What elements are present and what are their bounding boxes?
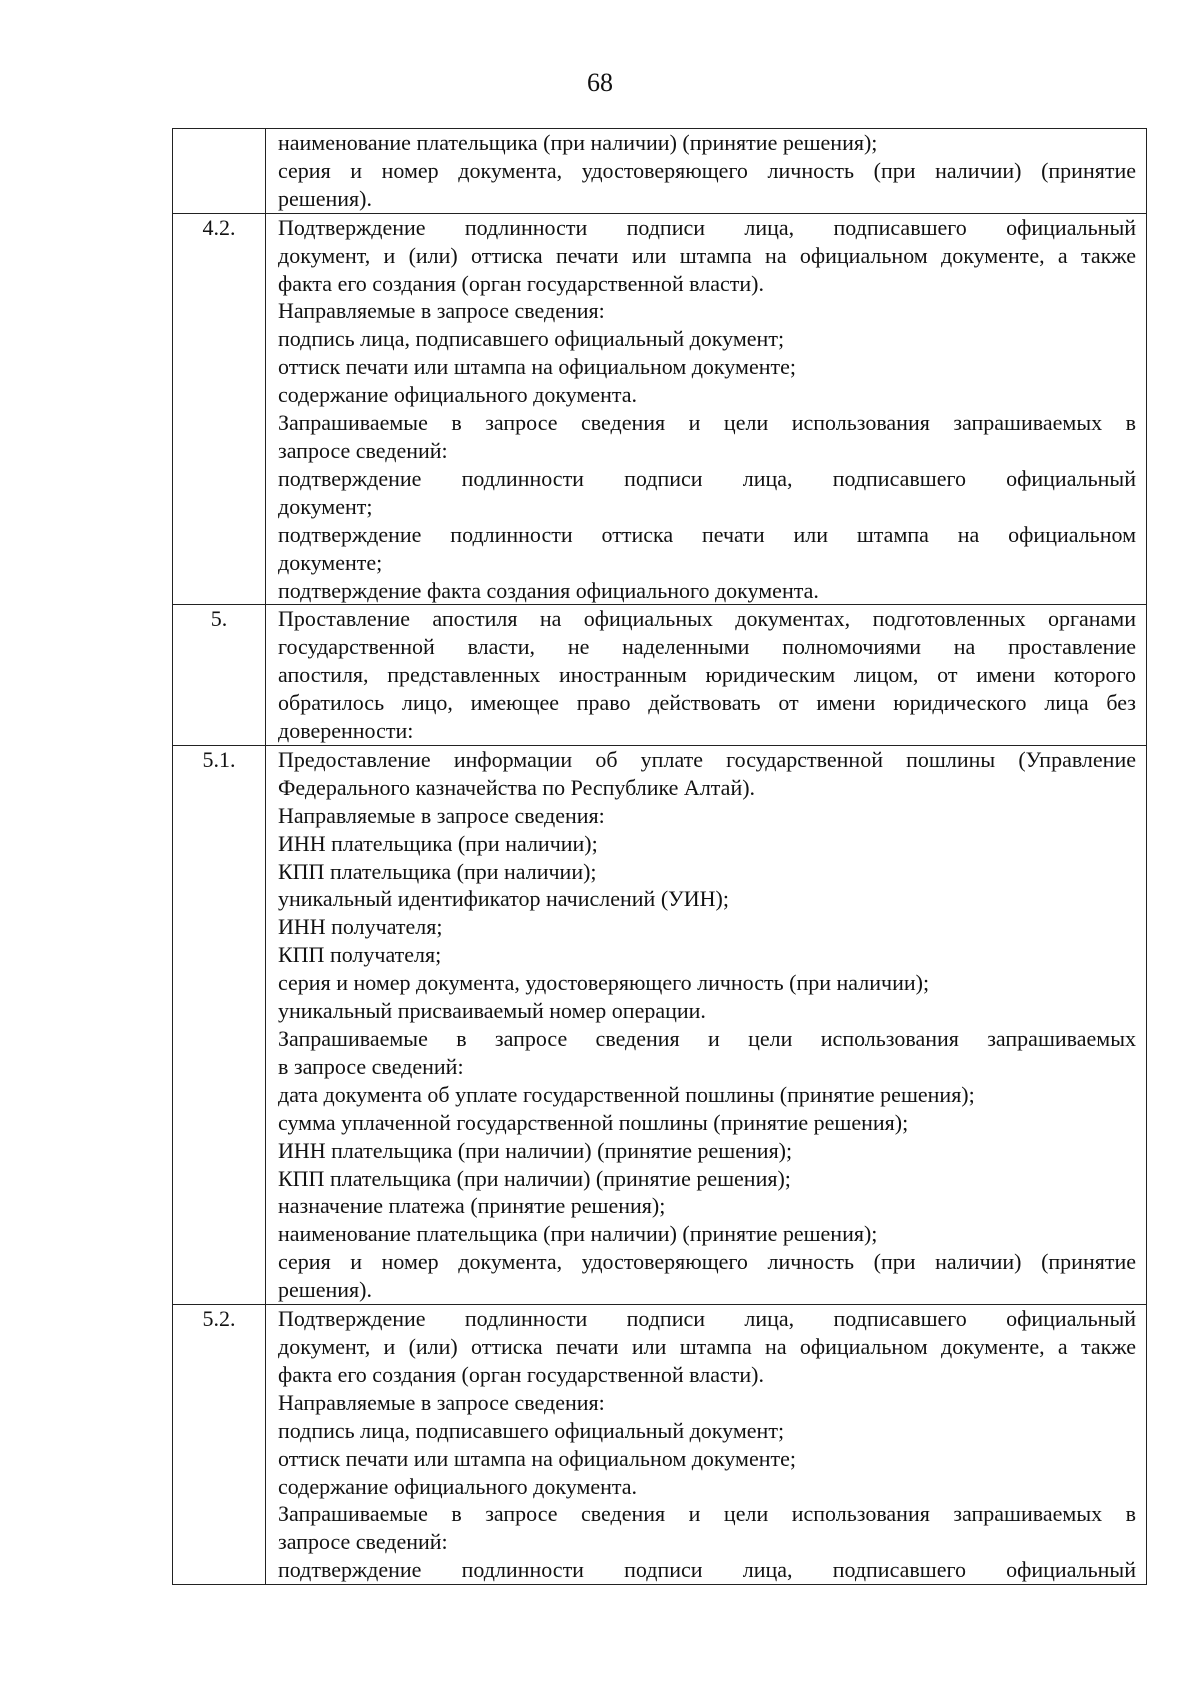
page-number: 68 <box>587 68 613 97</box>
text-line: содержание официального документа. <box>278 382 638 408</box>
text-line: оттиск печати или штампа на официальном документе; <box>278 354 796 380</box>
text-line: в запросе сведений: <box>278 1053 464 1079</box>
text-line: документ, и (или) оттиска печати или штампа на официальном документе, а также <box>278 242 1136 268</box>
row-number: 5.2. <box>173 1305 266 1585</box>
text-line: Запрашиваемые в запросе сведения и цели использования запрашиваемых <box>278 1026 1136 1051</box>
text-line: факта его создания (орган государственной власти). <box>278 270 764 296</box>
text-line: апостиля, представленных иностранным юридическим лицом, от имени которого <box>278 662 1136 688</box>
text-line: серия и номер документа, удостоверяющего личность (при наличии); <box>278 970 930 996</box>
text-line: Направляемые в запросе сведения: <box>278 298 605 324</box>
text-line: Направляемые в запросе сведения: <box>278 1389 605 1415</box>
text-line: подпись лица, подписавшего официальный документ; <box>278 1417 785 1443</box>
row-number <box>173 129 266 214</box>
text-line: подпись лица, подписавшего официальный документ; <box>278 326 785 352</box>
table-row <box>173 605 1147 746</box>
text-line: КПП плательщика (при наличии) (принятие решения); <box>278 1165 791 1191</box>
text-line: серия и номер документа, удостоверяющего личность (при наличии) (принятие <box>278 1249 1136 1275</box>
text-line: решения). <box>278 1277 372 1303</box>
table-body <box>173 129 1147 1585</box>
row-number: 5.1. <box>173 745 266 1304</box>
requirements-table <box>172 128 1147 1585</box>
row-text <box>266 1305 1147 1585</box>
text-line: ИНН плательщика (при наличии); <box>278 830 598 856</box>
row-text <box>266 129 1147 214</box>
text-line: доверенности: <box>278 718 414 744</box>
text-line: запросе сведений: <box>278 437 448 463</box>
text-line: наименование плательщика (при наличии) (принятие решения); <box>278 1221 878 1247</box>
row-text <box>266 605 1147 746</box>
text-line: уникальный присваиваемый номер операции. <box>278 998 706 1024</box>
row-number: 5. <box>173 605 266 746</box>
text-line: оттиск печати или штампа на официальном документе; <box>278 1445 796 1471</box>
text-line: сумма уплаченной государственной пошлины (принятие решения); <box>278 1109 909 1135</box>
text-line: документ; <box>278 493 373 519</box>
row-text <box>266 213 1147 605</box>
text-line: Проставление апостиля на официальных документах, подготовленных органами <box>278 606 1136 632</box>
row-number: 4.2. <box>173 213 266 605</box>
text-line: уникальный идентификатор начислений (УИН); <box>278 886 729 912</box>
text-line: Подтверждение подлинности подписи лица, подписавшего официальный <box>278 1306 1136 1332</box>
text-line: решения). <box>278 185 372 211</box>
table-row <box>173 213 1147 605</box>
text-line: Подтверждение подлинности подписи лица, подписавшего официальный <box>278 214 1136 240</box>
text-line: Предоставление информации об уплате государственной пошлины (Управление <box>278 746 1136 772</box>
text-line: государственной власти, не наделенными полномочиями на проставление <box>278 634 1136 660</box>
text-line: КПП плательщика (при наличии); <box>278 858 597 884</box>
table-row <box>173 129 1147 214</box>
text-line: подтверждение подлинности оттиска печати или штампа на официальном <box>278 521 1136 547</box>
text-line: документ, и (или) оттиска печати или штампа на официальном документе, а также <box>278 1333 1136 1359</box>
text-line: серия и номер документа, удостоверяющего личность (при наличии) (принятие <box>278 157 1136 183</box>
text-line: ИНН получателя; <box>278 914 443 940</box>
table-row <box>173 1305 1147 1585</box>
text-line: подтверждение подлинности подписи лица, подписавшего официальный <box>278 465 1136 491</box>
text-line: дата документа об уплате государственной пошлины (принятие решения); <box>278 1081 975 1107</box>
text-line: КПП получателя; <box>278 942 442 968</box>
table-row <box>173 745 1147 1304</box>
text-line: обратилось лицо, имеющее право действовать от имени юридического лица без <box>278 690 1136 716</box>
text-line: Запрашиваемые в запросе сведения и цели использования запрашиваемых в <box>278 410 1136 436</box>
text-line: назначение платежа (принятие решения); <box>278 1193 666 1219</box>
text-line: содержание официального документа. <box>278 1473 638 1499</box>
text-line: наименование плательщика (при наличии) (принятие решения); <box>278 130 878 155</box>
text-line: Федерального казначейства по Республике Алтай). <box>278 774 756 800</box>
text-line: подтверждение подлинности подписи лица, подписавшего официальный <box>278 1557 1136 1583</box>
text-line: ИНН плательщика (при наличии) (принятие решения); <box>278 1137 793 1163</box>
text-line: запросе сведений: <box>278 1529 448 1555</box>
text-line: документе; <box>278 549 383 575</box>
text-line: факта его создания (орган государственной власти). <box>278 1361 764 1387</box>
text-line: Направляемые в запросе сведения: <box>278 802 605 828</box>
row-text <box>266 745 1147 1304</box>
text-line: Запрашиваемые в запросе сведения и цели использования запрашиваемых в <box>278 1501 1136 1527</box>
text-line: подтверждение факта создания официального документа. <box>278 577 819 603</box>
